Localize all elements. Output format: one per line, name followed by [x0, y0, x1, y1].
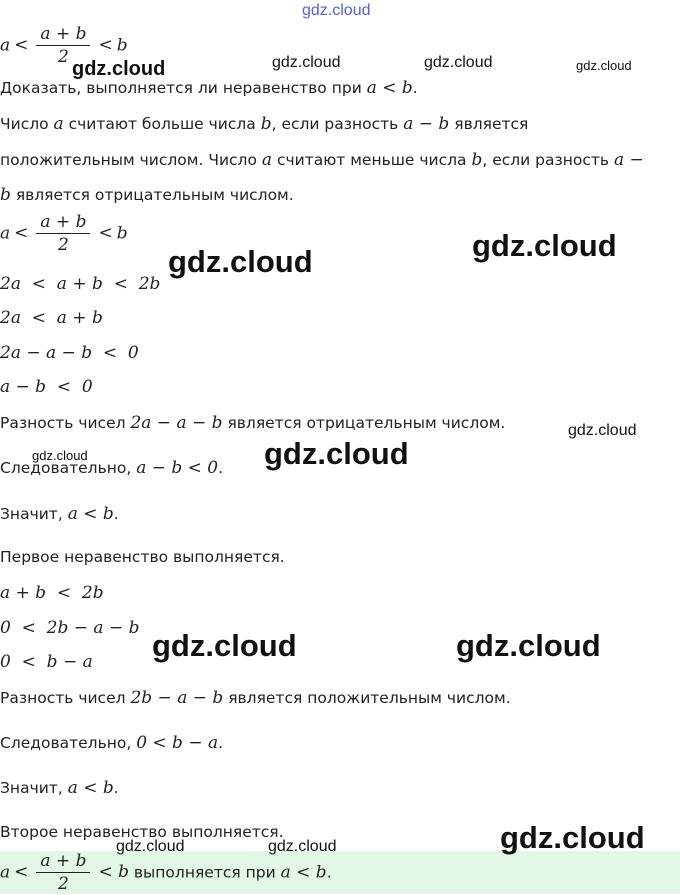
step-text: .	[113, 505, 119, 523]
step-text: .	[218, 459, 224, 477]
answer-expr: < b	[98, 862, 129, 883]
step-16: Второе неравенство выполняется.	[0, 823, 284, 841]
watermark: gdz.cloud	[116, 838, 185, 855]
step-text: .	[218, 734, 224, 752]
step-text: Разность чисел	[0, 689, 131, 707]
fraction-denominator: 2	[58, 235, 69, 256]
answer-condition: a < b	[280, 862, 327, 883]
var-a: a	[0, 35, 11, 56]
rule-var: a	[53, 114, 64, 134]
step-expr: 2a − a − b	[130, 413, 223, 433]
step-expr: a − b < 0	[136, 458, 219, 478]
watermark: gdz.cloud	[168, 244, 313, 279]
step-text: Значит,	[0, 505, 68, 523]
step-text: является отрицательным числом.	[222, 414, 506, 432]
step-text: является положительным числом.	[223, 689, 511, 707]
rule-var: b	[0, 185, 11, 205]
fraction-numerator: a + b	[36, 212, 90, 234]
step-12: 0 < b − a	[0, 652, 93, 672]
watermark: gdz.cloud	[72, 58, 166, 80]
watermark: gdz.cloud	[500, 820, 645, 855]
lt-sign: <	[14, 862, 29, 883]
step-text: Значит,	[0, 779, 68, 797]
step-var: b	[116, 223, 128, 244]
step-var: a	[0, 223, 11, 244]
rule-line-1	[0, 114, 528, 134]
rule-var: b	[471, 150, 483, 170]
step-expr: a < b	[67, 504, 114, 524]
step-text: Следовательно,	[0, 459, 137, 477]
rule-text: считают больше числа	[63, 115, 261, 133]
step-text: Разность чисел	[0, 414, 131, 432]
rule-line-2	[0, 150, 644, 170]
lt-sign: <	[98, 223, 113, 244]
step-expr: a < b	[67, 778, 114, 798]
step-11: 0 < 2b − a − b	[0, 618, 140, 638]
step-15	[0, 778, 119, 798]
step-2: 2a < a + b < 2b	[0, 274, 161, 294]
step-8	[0, 504, 119, 524]
watermark: gdz.cloud	[272, 54, 341, 71]
rule-expr: a −	[614, 150, 644, 170]
question-condition: a < b	[366, 78, 413, 98]
question-text	[0, 78, 418, 98]
rule-text: является	[449, 115, 529, 133]
watermark: gdz.cloud	[472, 228, 617, 263]
fraction-denominator: 2	[58, 874, 69, 895]
rule-text: является отрицательным числом.	[10, 186, 294, 204]
step-5: a − b < 0	[0, 377, 93, 397]
answer-var: a	[0, 862, 11, 883]
watermark: gdz.cloud	[568, 422, 637, 439]
fraction	[36, 212, 90, 256]
watermark: gdz.cloud	[152, 628, 297, 663]
question-post: .	[412, 79, 418, 97]
lt-sign: <	[98, 35, 113, 56]
step-1	[0, 212, 128, 256]
watermark: gdz.cloud	[268, 838, 337, 855]
step-text: Следовательно,	[0, 734, 137, 752]
watermark: gdz.cloud	[576, 58, 632, 73]
step-13	[0, 688, 511, 708]
fraction-numerator: a + b	[36, 24, 90, 46]
rule-var: b	[260, 114, 272, 134]
fraction	[36, 851, 90, 895]
rule-var: a	[261, 150, 273, 170]
watermark: gdz.cloud	[264, 436, 409, 471]
step-6	[0, 413, 505, 433]
step-4: 2a − a − b < 0	[0, 343, 139, 363]
rule-line-3	[0, 185, 294, 205]
rule-text: Число	[0, 115, 54, 133]
step-10: a + b < 2b	[0, 583, 104, 603]
watermark: gdz.cloud	[32, 448, 88, 463]
answer-text: выполняется при	[129, 863, 281, 882]
lt-sign: <	[14, 35, 29, 56]
lt-sign: <	[14, 223, 29, 244]
watermark: gdz.cloud	[456, 628, 601, 663]
fraction-numerator: a + b	[36, 851, 90, 873]
rule-text: , если разность	[482, 151, 614, 169]
watermark: gdz.cloud	[424, 54, 493, 71]
step-14	[0, 733, 223, 753]
step-3: 2a < a + b	[0, 308, 103, 328]
rule-text: положительным числом. Число	[0, 151, 262, 169]
step-9: Первое неравенство выполняется.	[0, 548, 285, 566]
answer-line	[0, 851, 332, 895]
answer-text: .	[326, 863, 332, 882]
rule-text: считают меньше числа	[272, 151, 472, 169]
rule-text: , если разность	[271, 115, 404, 133]
var-b: b	[116, 35, 128, 56]
rule-expr: a − b	[403, 114, 450, 134]
question-pre: Доказать, выполняется ли неравенство при	[0, 79, 367, 97]
step-expr: 2b − a − b	[130, 688, 224, 708]
top-watermark: gdz.cloud	[302, 2, 371, 19]
step-text: .	[113, 779, 119, 797]
step-expr: 0 < b − a	[136, 733, 219, 753]
fraction-denominator: 2	[58, 47, 69, 68]
